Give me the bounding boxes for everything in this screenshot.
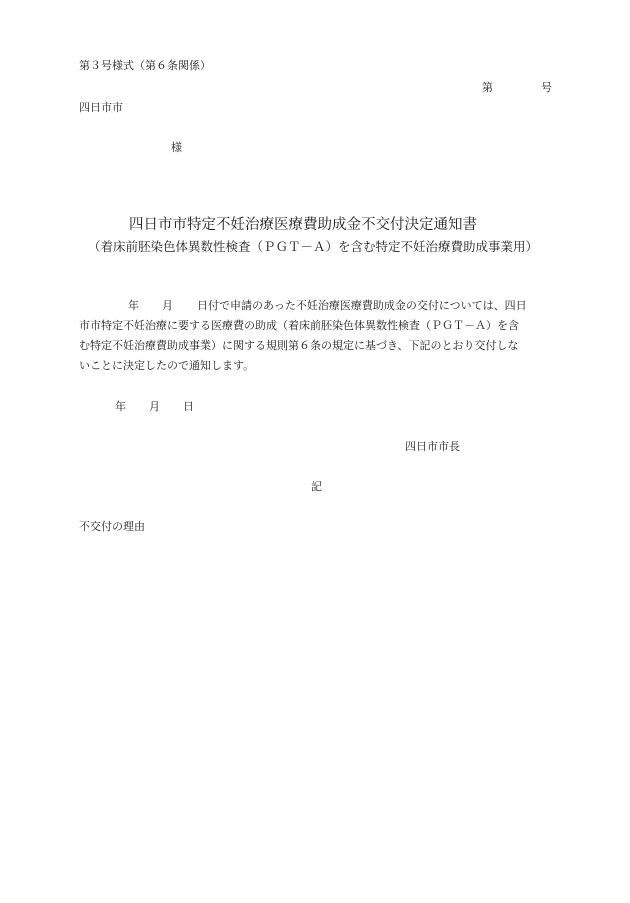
issue-date-month: 月 xyxy=(149,400,160,413)
document-title: 四日市市特定不妊治療医療費助成金不交付決定通知書 xyxy=(129,217,477,233)
issuer-name: 四日市市長 xyxy=(405,440,460,453)
body-line-4: いことに決定したので通知します。 xyxy=(79,359,255,372)
body-date-year: 年 xyxy=(128,299,139,312)
body-line-3: む特定不妊治療費助成事業）に関する規則第６条の規定に基づき、下記のとおり交付しな xyxy=(79,339,519,352)
body-line-1: 日付で申請のあった不妊治療医療費助成金の交付については、四日 xyxy=(197,299,527,312)
body-line-2: 市市特定不妊治療に要する医療費の助成（着床前胚染色体異数性検査（ＰＧＴ－Ａ）を含 xyxy=(79,319,519,332)
document-subtitle: （着床前胚染色体異数性検査（ＰＧＴ－Ａ）を含む特定不妊治療費助成事業用） xyxy=(88,239,539,254)
ki-heading: 記 xyxy=(311,480,322,493)
recipient-organization: 四日市市 xyxy=(79,101,123,114)
document-number-suffix: 号 xyxy=(541,81,552,94)
issue-date-day: 日 xyxy=(183,400,194,413)
body-date-month: 月 xyxy=(162,299,173,312)
form-label: 第３号様式（第６条関係） xyxy=(79,59,211,72)
document-number-prefix: 第 xyxy=(482,81,493,94)
recipient-honorific: 様 xyxy=(171,141,182,154)
reason-label: 不交付の理由 xyxy=(79,520,145,533)
issue-date-year: 年 xyxy=(115,400,126,413)
